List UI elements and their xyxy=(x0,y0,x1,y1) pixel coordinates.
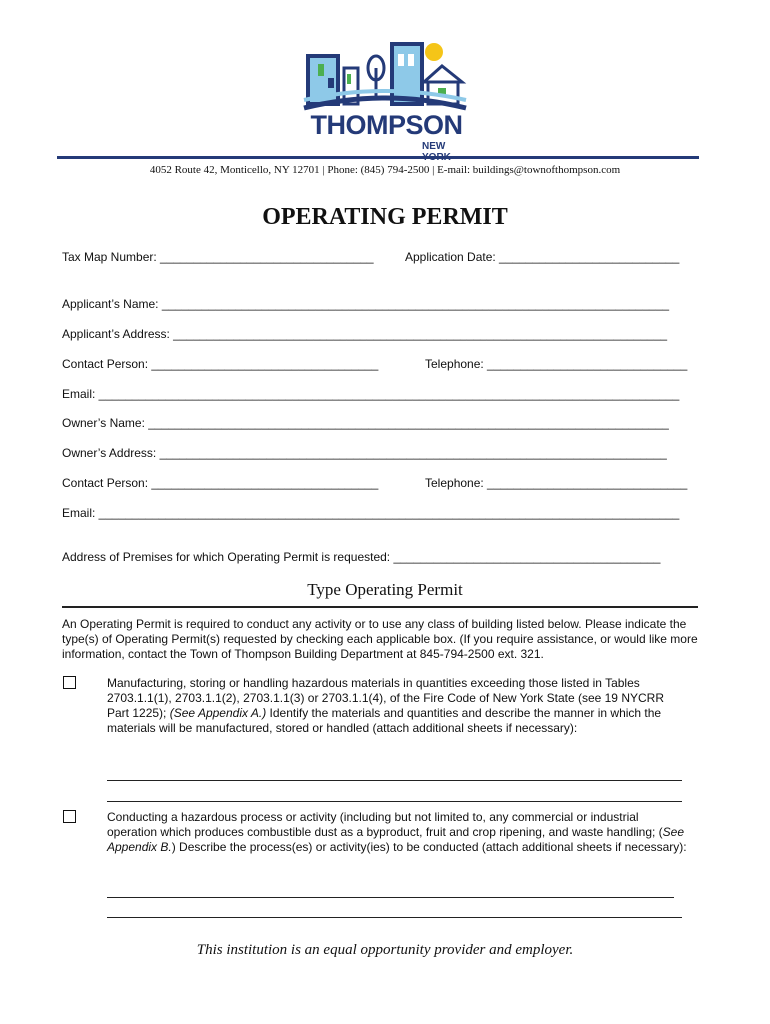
contact-person-field-1[interactable]: Contact Person: __________________________________ xyxy=(62,357,379,371)
section-divider xyxy=(62,606,698,608)
hazardous-process-checkbox[interactable] xyxy=(63,810,76,823)
application-date-field[interactable]: Application Date: ___________________________ xyxy=(405,250,680,264)
logo-wordmark: THOMPSON xyxy=(310,110,463,140)
thompson-logo xyxy=(300,38,470,153)
intro-paragraph: An Operating Permit is required to conduct any activity or to use any class of building listed below. Please indicate the type(s) of Operating Permit(s) requested by checking each applicable box. (If you require assistance, or would like more information, contact the Town of Thompson Building Department at 845-794-2500 ext. 321. xyxy=(62,617,698,661)
answer-line-3[interactable] xyxy=(107,897,674,898)
logo-subtitle: NEW xyxy=(422,141,446,152)
owner-address-field[interactable]: Owner’s Address: ____________________________________________________________________________ xyxy=(62,446,667,460)
answer-line-4[interactable] xyxy=(107,917,682,918)
owner-name-field[interactable]: Owner’s Name: ______________________________________________________________________________ xyxy=(62,416,669,430)
town-skyline-icon xyxy=(300,38,470,118)
option-2-text: Conducting a hazardous process or activity (including but not limited to, any commercial or industrial operation which produces combustible dust as a byproduct, fruit and crop ripening, and waste handling; ( xyxy=(107,810,663,839)
option-1-text-cont: Identify the materials and quantities and describe the manner in which the materials will be manufactured, stored or handled (attach additional sheets if necessary): xyxy=(107,706,662,735)
contact-address-line: 4052 Route 42, Monticello, NY 12701 | Phone: (845) 794-2500 | E-mail: buildings@townofthompson.com xyxy=(149,164,621,176)
page-title: OPERATING PERMIT xyxy=(262,204,508,230)
email-field-2[interactable]: Email: _______________________________________________________________________________________ xyxy=(62,506,680,520)
contact-person-field-2[interactable]: Contact Person: __________________________________ xyxy=(62,476,379,490)
telephone-field-2[interactable]: Telephone: ______________________________ xyxy=(425,476,688,490)
hazardous-materials-checkbox[interactable] xyxy=(63,676,76,689)
option-2-text-cont: ) Describe the process(es) or activity(ies) to be conducted (attach additional sheets if necessary): xyxy=(171,840,687,854)
applicant-address-field[interactable]: Applicant’s Address: __________________________________________________________________________ xyxy=(62,327,668,341)
tax-map-number-field[interactable]: Tax Map Number: ________________________________ xyxy=(62,250,374,264)
premises-address-field[interactable]: Address of Premises for which Operating Permit is requested: ________________________________________ xyxy=(62,550,661,564)
appendix-a-reference: (See Appendix A.) xyxy=(169,706,267,720)
option-1-text: Manufacturing, storing or handling hazardous materials in quantities exceeding those listed in Tables 2703.1.1(1), 2703.1.1(2), 2703.1.1(3) or 2703.1.1(4), of the Fire Code of New York State (see 19 NYCRR Part 1225); xyxy=(107,676,664,720)
applicant-name-field[interactable]: Applicant’s Name: ____________________________________________________________________________ xyxy=(62,297,670,311)
answer-line-1[interactable] xyxy=(107,780,682,781)
answer-line-2[interactable] xyxy=(107,801,682,802)
hazardous-materials-description xyxy=(107,676,687,736)
telephone-field-1[interactable]: Telephone: ______________________________ xyxy=(425,357,688,371)
header-divider xyxy=(57,156,699,159)
email-field-1[interactable]: Email: _______________________________________________________________________________________ xyxy=(62,387,680,401)
hazardous-process-description xyxy=(107,810,687,855)
appendix-b-reference: See Appendix B. xyxy=(107,825,685,854)
section-title: Type Operating Permit xyxy=(307,580,463,599)
equal-opportunity-footer: This institution is an equal opportunity provider and employer. xyxy=(196,942,574,958)
